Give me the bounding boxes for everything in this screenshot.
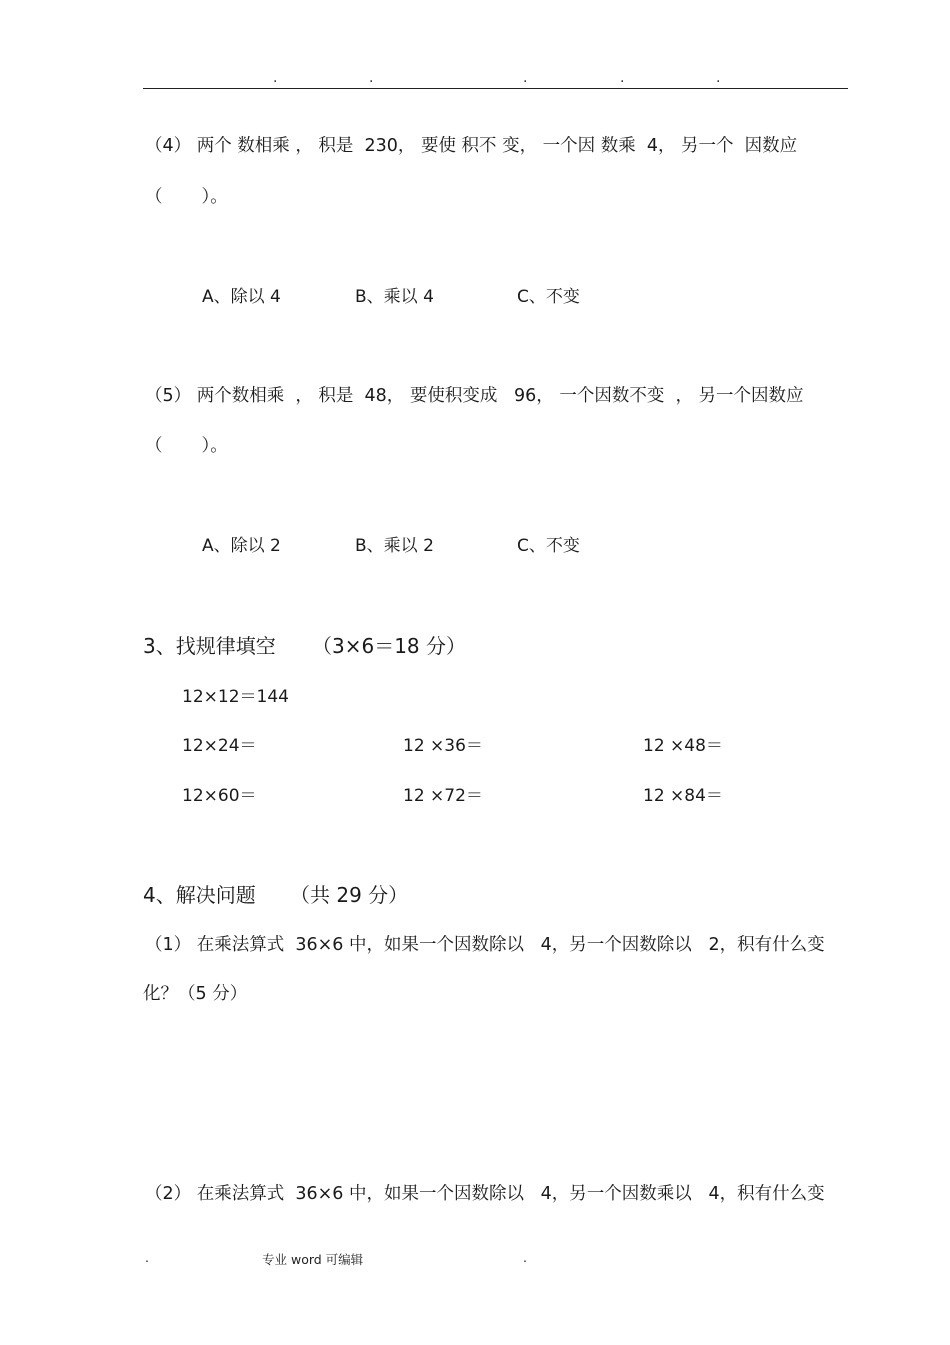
- section-4-title: 4、解决问题: [143, 883, 256, 907]
- header-dot: .: [523, 70, 528, 86]
- header-dot: .: [620, 70, 625, 86]
- header-dot: .: [273, 70, 278, 86]
- header-dot: .: [369, 70, 374, 86]
- footer-dot: .: [145, 1250, 149, 1265]
- pattern-item: 12×60＝: [182, 786, 257, 806]
- q5-option-a: A、除以 2: [202, 536, 281, 556]
- header-dot: .: [716, 70, 721, 86]
- footer-dot: .: [523, 1250, 527, 1265]
- question-4-blank: （ ）。: [145, 187, 228, 207]
- header-rule: [143, 88, 848, 89]
- q5-option-c: C、不变: [517, 536, 580, 556]
- pattern-item: 12 ×48＝: [643, 736, 723, 756]
- q4-option-c: C、不变: [517, 287, 580, 307]
- pattern-example: 12×12＝144: [182, 687, 289, 707]
- problem-1-text: （1） 在乘法算式 36×6 中，如果一个因数除以 4，另一个因数除以 2，积有什么变: [145, 935, 825, 955]
- q4-option-a: A、除以 4: [202, 287, 281, 307]
- problem-1-text-cont: 化？（5 分）: [143, 984, 248, 1004]
- q4-option-b: B、乘以 4: [355, 287, 434, 307]
- pattern-item: 12 ×72＝: [403, 786, 483, 806]
- section-3-title: 3、找规律填空: [143, 634, 276, 658]
- section-4-score: （共 29 分）: [290, 883, 409, 907]
- question-5-text: （5） 两个数相乘 ， 积是 48， 要使积变成 96， 一个因数不变 ， 另一个因数应: [145, 386, 804, 406]
- section-3-score: （3×6＝18 分）: [312, 634, 467, 658]
- q5-option-b: B、乘以 2: [355, 536, 434, 556]
- footer-text: 专业 word 可编辑: [262, 1252, 364, 1267]
- pattern-item: 12 ×36＝: [403, 736, 483, 756]
- problem-2-text: （2） 在乘法算式 36×6 中，如果一个因数除以 4，另一个因数乘以 4，积有什么变: [145, 1184, 825, 1204]
- pattern-item: 12 ×84＝: [643, 786, 723, 806]
- pattern-item: 12×24＝: [182, 736, 257, 756]
- question-5-blank: （ ）。: [145, 436, 228, 456]
- question-4-text: （4） 两个 数相乘 ， 积是 230， 要使 积不 变， 一个因 数乘 4， 另一个 因数应: [145, 136, 798, 156]
